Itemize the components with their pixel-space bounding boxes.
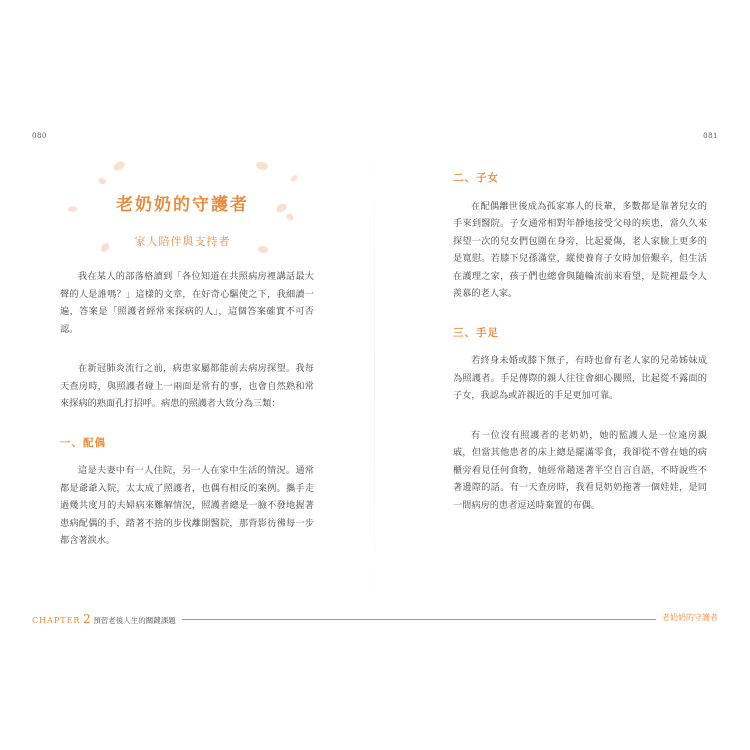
- chapter-title: 老奶奶的守護者: [116, 195, 249, 215]
- chapter-number: 2: [83, 612, 91, 626]
- chapter-name: 預習老後人生的關鍵課題: [93, 616, 176, 625]
- page-footer: [32, 612, 718, 626]
- paragraph: 我在某人的部落格讀到「各位知道在共照病房裡講話最大聲的人是誰嗎？」這樣的文章，在好奇心驅使之下，我細讀一遍，答案是「照護者經常來探病的人」，這個答案確實不可否認。: [60, 271, 314, 335]
- paragraph: 這是夫妻中有一人住院，另一人在家中生活的情況。通常都是爺爺入院，太太成了照護者，也偶有相反的案例。攜手走過幾共度月的夫婦病來難解情況，照護者總是一臉不發地握著患病配偶的手，踏著不捨的步伐離開醫院，那背影彷彿每一步都含著淚水。: [60, 465, 314, 546]
- petal-decoration: [68, 205, 78, 212]
- paragraph: 有一位沒有照護者的老奶奶，她的監護人是一位遠房親戚，但當其他患者的床上總是擺滿零食，我卻從不曾在她的病櫃旁看見任何食物，她經常趟迷著半空自言自語，不時說些不著邊際的話。有一天查房時，我看見奶奶拖著一個娃娃，是同一間病房的患者逗送時棄置的布偶。: [453, 429, 707, 511]
- chapter-title-block: [100, 190, 265, 249]
- footer-section-title: 老奶奶的守護者: [656, 612, 718, 623]
- petal-decoration: [289, 174, 298, 182]
- page-number-left: 080: [32, 132, 47, 140]
- left-text-column: [60, 268, 314, 572]
- paragraph: 在配偶離世後成為孤家寡人的長輩，多數都是靠著兒女的手來到醫院。子女通常相對年靜地接受父母的疾患，當久久來探望一次的兒女們包圍在身旁，比起憂傷，老人家臉上更多的是寬慰。若膝下兒孫滿堂，縱使養育子女時加倍艱辛，但生活在護理之家，孩子們也總會與隨輪流前來看望，是院裡最令人羨慕的老人家。: [453, 200, 707, 299]
- section-heading: 一、配偶: [60, 436, 106, 449]
- petal-decoration: [112, 160, 126, 172]
- chapter-label: CHAPTER: [32, 616, 81, 625]
- paragraph: 在新冠肺炎流行之前，病患家屬都能前去病房探望。我每天查房時，與照護者碰上一兩面是常有的事，也會自然熟和常來探病的熟面孔打招呼。病患的照護者大致分為三類：: [60, 363, 314, 409]
- chapter-subtitle: 家人陪伴與支持者: [134, 235, 231, 248]
- page-number-right: 081: [703, 132, 718, 140]
- petal-decoration: [97, 176, 107, 186]
- section-heading: 二、子女: [453, 172, 499, 184]
- book-gutter: [374, 130, 375, 620]
- right-text-column: [453, 170, 707, 536]
- petal-decoration: [285, 212, 295, 222]
- footer-chapter-label: [32, 612, 182, 626]
- section-heading: 三、手足: [453, 326, 499, 339]
- petal-decoration: [275, 203, 288, 214]
- paragraph: 若終身未婚或膝下無子，有時也會有老人家的兄弟姊妹成為照護者。手足傳際的親人往往會細心關照，比起從不露面的子女，我認為或許親近的手足更加可靠。: [453, 355, 707, 401]
- petal-decoration: [255, 160, 269, 172]
